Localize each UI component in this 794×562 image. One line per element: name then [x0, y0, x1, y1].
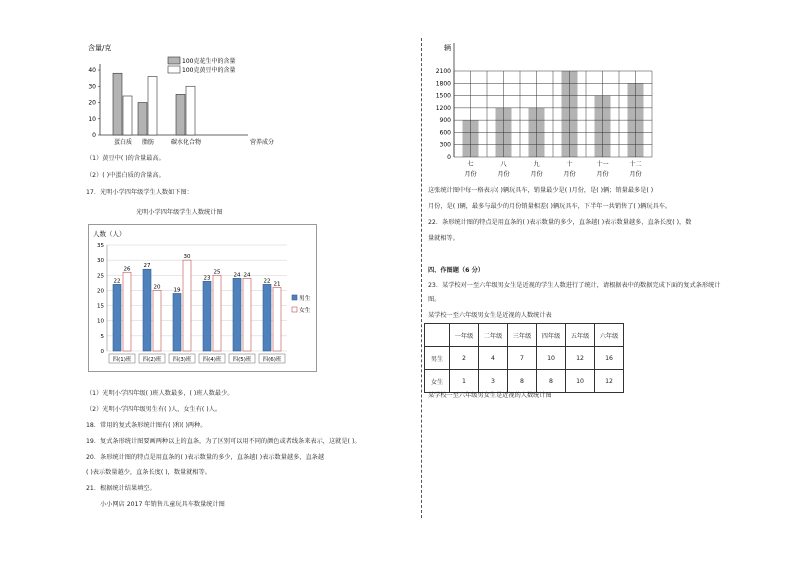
x-tick-label: 蛋白质	[113, 139, 133, 146]
data-label: 20	[153, 284, 161, 291]
bar	[143, 269, 151, 351]
table-cell: 12	[566, 347, 595, 370]
fill-line-1: 这张统计图中每一格表示( )辆玩具车，销量最少是( )月份，是( )辆；销量最多是( )	[428, 187, 654, 194]
table-header: 五年级	[566, 324, 595, 347]
legend-label: 100克花生中的含量	[182, 58, 236, 65]
x-tick-label: 八	[500, 161, 507, 168]
x-tick-label: 脂肪	[141, 139, 155, 146]
bar	[263, 284, 271, 351]
y-axis-label: 含量/克	[88, 44, 112, 52]
table-cell: 1	[450, 370, 479, 393]
x-tick-label: 碳水化合物	[170, 139, 202, 146]
y-tick-label: 1500	[435, 92, 451, 100]
x-tick-label: 月份	[596, 171, 609, 178]
bar	[176, 94, 185, 135]
q17-2: （2）光明小学四年级男生有( )人，女生有( )人。	[86, 406, 222, 413]
bar	[183, 260, 191, 351]
q20b: ( )表示数量越少，直条长度( )，数量就相等。	[86, 469, 211, 476]
table-header: 二年级	[479, 324, 508, 347]
table-header: 一年级	[450, 324, 479, 347]
bar	[138, 103, 147, 136]
y-tick-label: 35	[97, 243, 104, 249]
data-label: 24	[243, 272, 251, 279]
nutrition-bar-chart	[80, 40, 280, 152]
data-label: 25	[213, 269, 221, 276]
bar	[113, 73, 122, 135]
student-chart-frame	[88, 224, 317, 372]
bar	[153, 290, 161, 351]
row-label: 男生	[425, 347, 450, 370]
y-tick-label: 0	[92, 132, 96, 139]
x-tick-label: 四(3)班	[172, 357, 192, 363]
table-cell: 8	[508, 370, 537, 393]
legend-swatch	[168, 57, 180, 64]
x-tick-label: 四(6)班	[262, 357, 282, 363]
x-tick-label: 四(2)班	[142, 357, 162, 363]
data-label: 27	[143, 263, 151, 270]
data-label: 23	[203, 275, 211, 282]
x-tick-label: 四(1)班	[112, 357, 132, 363]
y-tick-label: 1200	[435, 104, 451, 112]
table-title: 某学校一至六年级男女生是近视的人数统计表	[428, 312, 552, 319]
q17: 17．光明小学四年级学生人数如下图：	[86, 189, 193, 196]
data-label: 26	[123, 266, 131, 273]
y-tick-label: 900	[439, 117, 451, 125]
bar	[203, 281, 211, 351]
bar	[123, 272, 131, 351]
q21-title: 小小网店 2017 年销售儿童玩具车数量统计图	[100, 501, 225, 508]
x-tick-label: 七	[467, 161, 474, 168]
bar	[113, 284, 121, 351]
table-cell: 3	[479, 370, 508, 393]
legend-label: 男生	[299, 296, 311, 302]
y-tick-label: 600	[439, 129, 451, 137]
table-cell: 10	[566, 370, 595, 393]
x-tick-label: 月份	[629, 171, 642, 178]
y-tick-label: 30	[97, 258, 104, 265]
table-row	[425, 347, 624, 370]
legend-swatch	[292, 295, 297, 300]
y-tick-label: 0	[447, 154, 451, 161]
q16-1: （1）黄豆中( )的含量最高。	[86, 155, 165, 162]
y-tick-label: 20	[88, 99, 96, 107]
toy-car-sales-chart	[426, 38, 656, 184]
q17-1: （1）光明小学四年级( )班人数最多，( )班人数最少。	[86, 390, 234, 397]
data-label: 24	[233, 272, 241, 279]
bar	[233, 278, 241, 351]
y-tick-label: 15	[97, 303, 104, 310]
y-tick-label: 1800	[435, 80, 451, 88]
data-label: 30	[183, 254, 191, 261]
bar	[213, 275, 221, 351]
table-header-row	[425, 324, 624, 347]
bottom-chart-title: 某学校一至六年级男女生是近视的人数统计图	[428, 392, 552, 399]
bar	[243, 278, 251, 351]
q20a: 20．条形统计图的特点是用直条的( )表示数量的多少，直条越( )表示数量越多，直条越	[86, 454, 325, 461]
bar	[273, 287, 281, 351]
legend-swatch	[292, 307, 297, 312]
bar	[148, 77, 157, 136]
y-tick-label: 30	[88, 83, 96, 91]
y-tick-label: 20	[97, 288, 104, 295]
data-label: 22	[113, 278, 121, 285]
x-tick-label: 月份	[530, 171, 543, 178]
y-tick-label: 0	[100, 349, 104, 355]
y-axis-label: 辆	[444, 44, 451, 52]
legend-label: 100克黄豆中的含量	[182, 67, 236, 74]
table-cell: 4	[479, 347, 508, 370]
y-tick-label: 40	[88, 67, 96, 74]
fill-line-2: 月份，是( )辆，最多与最少的月份销量相差( )辆玩具车，下半年一共销售了( )辆玩具车。	[428, 203, 672, 210]
y-tick-label: 5	[100, 333, 104, 340]
x-tick-label: 四(4)班	[202, 357, 222, 363]
x-tick-label: 月份	[563, 171, 576, 178]
q19: 19．复式条形统计图要画两种以上的直条，为了区别可以用不同的颜色或者线条来表示，这就是( )。	[86, 438, 361, 445]
row-label: 女生	[425, 370, 450, 393]
student-chart-title: 光明小学四年级学生人数统计图	[136, 209, 223, 216]
legend-swatch	[168, 66, 180, 73]
myopia-table	[424, 323, 624, 393]
table-cell: 2	[450, 347, 479, 370]
y-tick-label: 25	[97, 273, 104, 280]
q18: 18．常用的复式条形统计图有( )和( )两种。	[86, 422, 207, 429]
q23b: 图。	[428, 296, 441, 303]
x-axis-label: 营养成分	[249, 139, 275, 146]
y-tick-label: 2100	[435, 68, 451, 75]
data-label: 22	[263, 278, 271, 285]
q23a: 23．某学校对一至六年级男女生是近视的学生人数进行了统计，请根据表中的数据完成下面的复式条形统计	[428, 282, 721, 289]
data-label: 21	[273, 281, 281, 288]
y-tick-label: 300	[439, 141, 451, 149]
page-divider	[421, 38, 422, 518]
x-tick-label: 十	[566, 161, 573, 168]
table-corner	[425, 324, 450, 347]
y-tick-label: 10	[88, 115, 96, 123]
q22a: 22．条形统计图的特点是用直条的( )表示数量的多少，直条越( )表示数量越多，直条长度( )，数	[428, 219, 692, 226]
table-header: 四年级	[537, 324, 566, 347]
y-tick-label: 10	[97, 318, 104, 325]
bar	[123, 96, 132, 135]
x-tick-label: 十一	[596, 161, 609, 168]
section-heading: 四、作图题（6 分）	[428, 267, 484, 274]
x-tick-label: 十二	[629, 161, 642, 168]
table-row	[425, 370, 624, 393]
data-label: 19	[173, 287, 181, 294]
table-header: 三年级	[508, 324, 537, 347]
q16-2: （2）( )中蛋白质的含量高。	[86, 172, 165, 179]
table-header: 六年级	[595, 324, 624, 347]
legend-label: 女生	[299, 308, 311, 314]
x-tick-label: 月份	[464, 171, 477, 178]
y-axis-label: 人数（人）	[93, 230, 126, 238]
table-cell: 7	[508, 347, 537, 370]
bar	[186, 86, 195, 135]
table-cell: 12	[595, 370, 624, 393]
x-tick-label: 九	[533, 161, 540, 168]
q22b: 量就相等。	[428, 235, 459, 242]
student-bar-chart	[89, 225, 316, 371]
table-cell: 16	[595, 347, 624, 370]
x-tick-label: 四(5)班	[232, 357, 252, 363]
bar	[173, 293, 181, 351]
q21: 21．根据统计结果填空。	[86, 485, 156, 492]
table-cell: 8	[537, 370, 566, 393]
table-cell: 10	[537, 347, 566, 370]
x-tick-label: 月份	[497, 171, 510, 178]
